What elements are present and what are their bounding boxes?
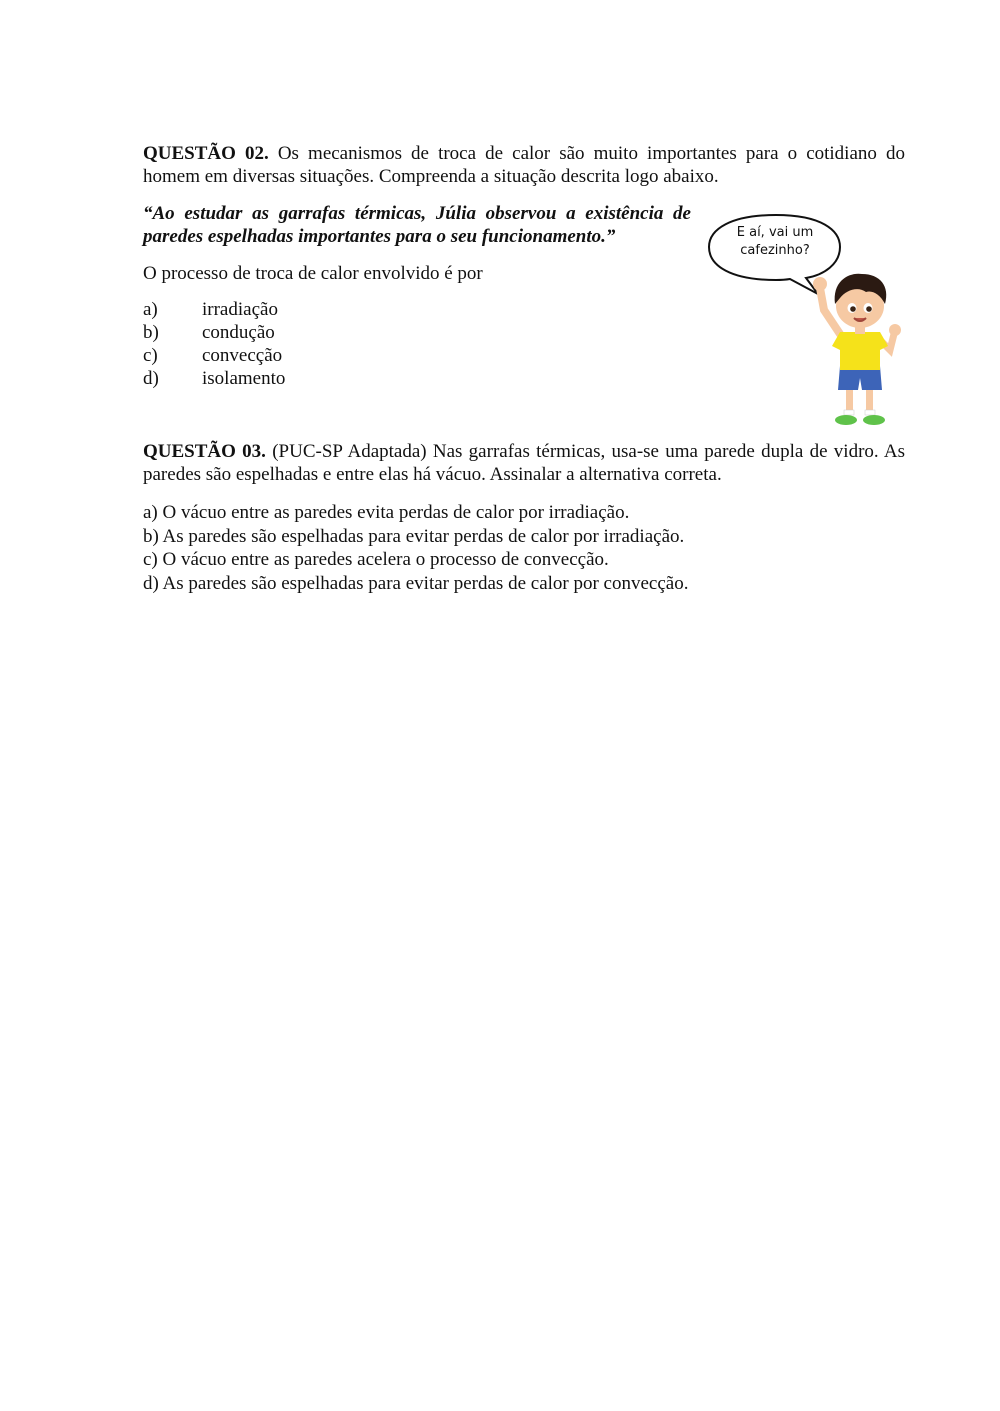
speech-line-2: cafezinho?: [740, 243, 810, 258]
option-c[interactable]: [143, 344, 285, 367]
q3-option-d[interactable]: d) As paredes são espelhadas para evitar perdas de calor por convecção.: [143, 572, 689, 594]
right-hand: [889, 324, 901, 336]
option-d[interactable]: [143, 367, 285, 390]
question-02-intro: Os mecanismos de troca de calor são muito importantes para o cotidiano do homem em diversas situações. Compreenda a situação descrita logo abaixo.: [143, 143, 905, 187]
left-shoe-icon: [835, 415, 857, 425]
option-letter: c): [143, 345, 158, 366]
question-03-intro: (PUC-SP Adaptada) Nas garrafas térmicas, usa-se uma parede dupla de vidro. As paredes são espelhadas e entre elas há vácuo. Assinalar a alternativa correta.: [143, 441, 905, 485]
question-02-quote: “Ao estudar as garrafas térmicas, Júlia observou a existência de paredes espelhadas importantes para o seu funcionamento.”: [143, 203, 691, 247]
speech-line-1: E aí, vai um: [736, 225, 814, 240]
option-b[interactable]: [143, 321, 285, 344]
option-text: convecção: [202, 345, 283, 366]
raised-hand: [813, 277, 827, 291]
option-letter: b): [143, 322, 159, 343]
question-02-options: [143, 298, 285, 390]
question-03-heading: QUESTÃO 03.: [143, 441, 266, 462]
right-shoe-icon: [863, 415, 885, 425]
option-a[interactable]: [143, 298, 285, 321]
question-02: [143, 142, 905, 188]
speech-bubble-text: [714, 224, 836, 260]
question-02-prompt: O processo de troca de calor envolvido é por: [143, 263, 483, 284]
option-letter: d): [143, 368, 159, 389]
boy-illustration: [810, 266, 910, 432]
option-letter: a): [143, 299, 158, 320]
question-02-statement: [143, 142, 905, 188]
shirt: [832, 332, 888, 370]
question-03-statement: [143, 440, 905, 486]
question-03: [143, 440, 905, 486]
option-text: condução: [202, 322, 275, 343]
question-03-options: [143, 501, 688, 595]
question-02-heading: QUESTÃO 02.: [143, 143, 269, 164]
q3-option-a[interactable]: a) O vácuo entre as paredes evita perdas de calor por irradiação.: [143, 502, 630, 523]
option-text: irradiação: [202, 299, 278, 320]
q3-option-b[interactable]: b) As paredes são espelhadas para evitar perdas de calor por irradiação.: [143, 525, 685, 547]
q3-option-c[interactable]: c) O vácuo entre as paredes acelera o processo de convecção.: [143, 549, 609, 570]
option-text: isolamento: [202, 368, 286, 389]
